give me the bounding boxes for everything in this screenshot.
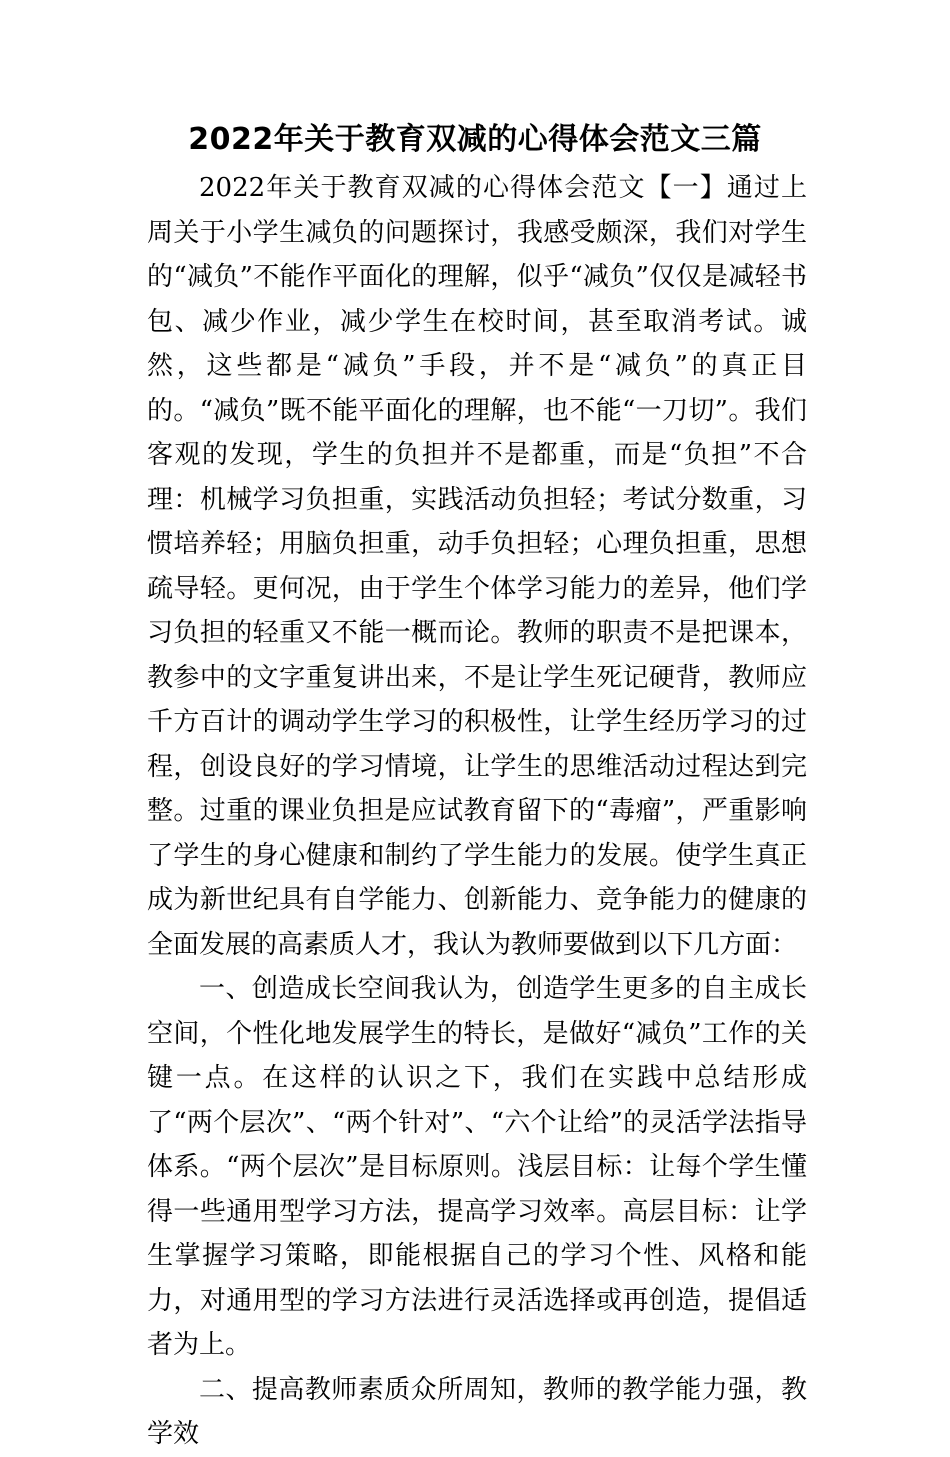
document-body: [147, 166, 807, 1457]
paragraph-intro: 2022年关于教育双减的心得体会范文【一】通过上周关于小学生减负的问题探讨，我感受颇深，我们对学生的“减负”不能作平面化的理解，似乎“减负”仅仅是减轻书包、减少作业，减少学生在校时间，甚至取消考试。诚然，这些都是“减负”手段，并不是“减负”的真正目的。“减负”既不能平面化的理解，也不能“一刀切”。我们客观的发现，学生的负担并不是都重，而是“负担”不合理：机械学习负担重，实践活动负担轻；考试分数重，习惯培养轻；用脑负担重，动手负担轻；心理负担重，思想疏导轻。更何况，由于学生个体学习能力的差异，他们学习负担的轻重又不能一概而论。教师的职责不是把课本，教参中的文字重复讲出来，不是让学生死记硬背，教师应千方百计的调动学生学习的积极性，让学生经历学习的过程，创设良好的学习情境，让学生的思维活动过程达到完整。过重的课业负担是应试教育留下的“毒瘤”，严重影响了学生的身心健康和制约了学生能力的发展。使学生真正成为新世纪具有自学能力、创新能力、竞争能力的健康的全面发展的高素质人才，我认为教师要做到以下几方面：: [147, 173, 807, 960]
document-title: 2022年关于教育双减的心得体会范文三篇: [188, 122, 762, 157]
paragraph-section-one: 一、创造成长空间我认为，创造学生更多的自主成长空间，个性化地发展学生的特长，是做好“减负”工作的关键一点。在这样的认识之下，我们在实践中总结形成了“两个层次”、“两个针对”、“六个让给”的灵活学法指导体系。“两个层次”是目标原则。浅层目标：让每个学生懂得一些通用型学习方法，提高学习效率。高层目标：让学生掌握学习策略，即能根据自己的学习个性、风格和能力，对通用型的学习方法进行灵活选择或再创造，提倡适者为上。: [147, 974, 807, 1360]
paragraph-section-two: 二、提高教师素质众所周知，教师的教学能力强，教学效: [147, 1374, 807, 1449]
